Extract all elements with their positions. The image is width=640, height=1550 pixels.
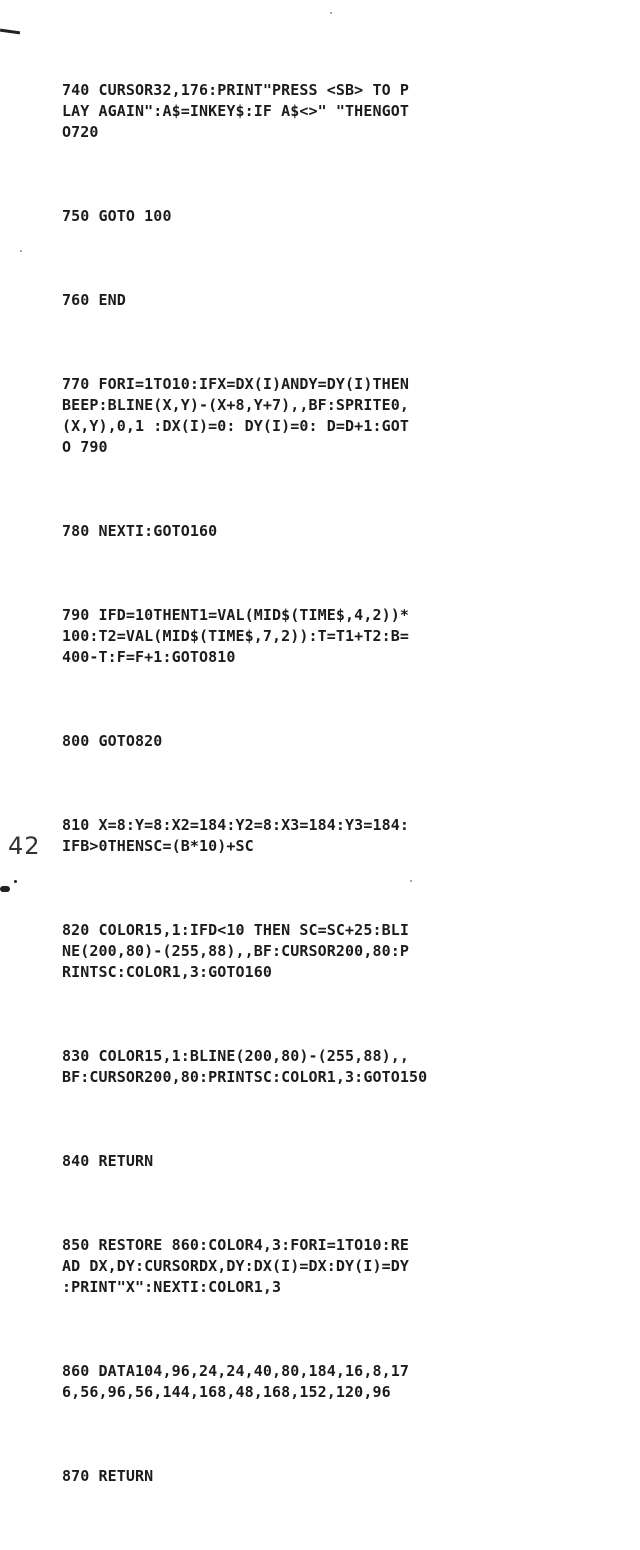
scan-mark	[14, 880, 17, 883]
program-line-740: 740 CURSOR32,176:PRINT"PRESS <SB> TO P LAY AGAIN":A$=INKEY$:IF A$<>" "THENGOT O720	[62, 81, 409, 141]
scan-mark	[0, 29, 20, 35]
program-line-850: 850 RESTORE 860:COLOR4,3:FORI=1TO10:RE AD DX,DY:CURSORDX,DY:DX(I)=DX:DY(I)=DY :PRINT"X":NEXTI:COLOR1,3	[62, 1236, 409, 1296]
program-line-830: 830 COLOR15,1:BLINE(200,80)-(255,88),, BF:CURSOR200,80:PRINTSC:COLOR1,3:GOTO150	[62, 1047, 428, 1086]
program-line-810: 810 X=8:Y=8:X2=184:Y2=8:X3=184:Y3=184: IFB>0THENSC=(B*10)+SC	[62, 816, 409, 855]
program-line-790: 790 IFD=10THENT1=VAL(MID$(TIME$,4,2))* 100:T2=VAL(MID$(TIME$,7,2)):T=T1+T2:B= 400-T:F=F+1:GOTO810	[62, 606, 409, 666]
scan-speck	[20, 250, 22, 252]
program-line-820: 820 COLOR15,1:IFD<10 THEN SC=SC+25:BLI NE(200,80)-(255,88),,BF:CURSOR200,80:P RINTSC:COLOR1,3:GOTO160	[62, 921, 409, 981]
program-line-840: 840 RETURN	[62, 1152, 154, 1170]
program-line-760: 760 END	[62, 291, 126, 309]
program-line-770: 770 FORI=1TO10:IFX=DX(I)ANDY=DY(I)THEN BEEP:BLINE(X,Y)-(X+8,Y+7),,BF:SPRITE0, (X,Y),0,1 :DX(I)=0: DY(I)=0: D=D+1:GOT O 790	[62, 375, 409, 456]
program-line-860: 860 DATA104,96,24,24,40,80,184,16,8,17 6,56,96,56,144,168,48,168,152,120,96	[62, 1362, 409, 1401]
page-number: 42	[8, 832, 41, 860]
scan-mark	[0, 886, 10, 892]
basic-program-listing	[62, 38, 622, 1550]
program-line-750: 750 GOTO 100	[62, 207, 172, 225]
program-line-780: 780 NEXTI:GOTO160	[62, 522, 218, 540]
scan-speck	[330, 12, 332, 14]
program-line-800: 800 GOTO820	[62, 732, 163, 750]
program-line-870: 870 RETURN	[62, 1467, 154, 1485]
